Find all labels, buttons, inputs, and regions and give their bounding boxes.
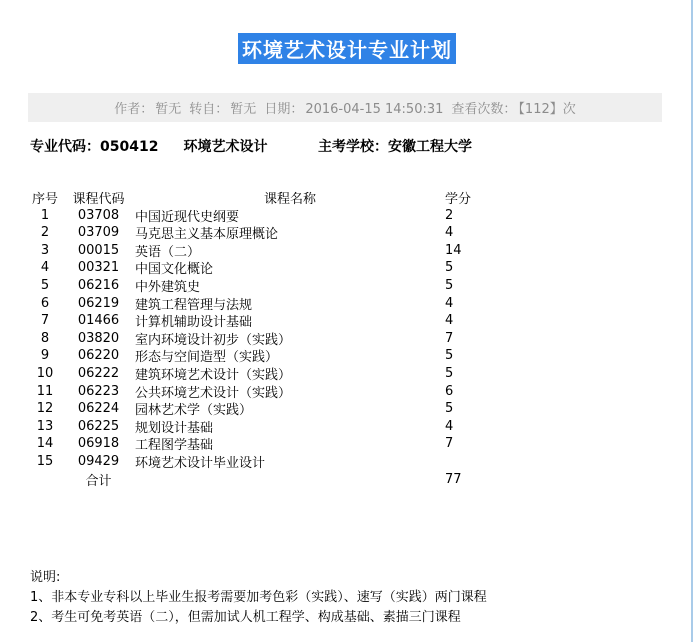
course-credit-cell: 4 bbox=[445, 225, 454, 241]
course-no-cell: 7 bbox=[40, 313, 50, 329]
meta-source-label: 转自： bbox=[189, 102, 229, 117]
notes-section bbox=[30, 568, 670, 628]
total-row bbox=[28, 470, 668, 488]
course-table-row bbox=[28, 364, 668, 382]
course-table-row bbox=[28, 258, 668, 276]
course-credit-cell: 5 bbox=[445, 365, 454, 381]
course-code-cell: 06222 bbox=[77, 365, 120, 381]
course-no-cell: 1 bbox=[40, 207, 50, 223]
course-code-cell: 06225 bbox=[77, 418, 120, 434]
meta-author-label: 作者： bbox=[114, 102, 154, 117]
meta-views-value: 【112】次 bbox=[518, 102, 576, 117]
course-name-cell: 中外建筑史 bbox=[135, 279, 201, 295]
course-code-cell: 06224 bbox=[77, 401, 120, 417]
course-credit-cell: 7 bbox=[445, 330, 454, 346]
course-name-cell: 建筑环境艺术设计（实践） bbox=[135, 367, 292, 383]
course-no-cell: 13 bbox=[36, 418, 54, 434]
school-info bbox=[318, 136, 472, 156]
course-code-cell: 00321 bbox=[77, 260, 120, 276]
meta-source-value: 暂无 bbox=[230, 102, 257, 117]
course-no-cell: 15 bbox=[36, 453, 54, 469]
course-table-row bbox=[28, 206, 668, 224]
course-name-cell: 中国文化概论 bbox=[135, 262, 214, 278]
course-name-cell: 中国近现代史纲要 bbox=[135, 209, 240, 225]
course-name-cell: 马克思主义基本原理概论 bbox=[135, 227, 279, 243]
meta-author-value: 暂无 bbox=[155, 102, 182, 117]
course-code-cell: 03709 bbox=[77, 225, 120, 241]
course-name-cell: 形态与空间造型（实践） bbox=[135, 350, 279, 366]
course-code-cell: 01466 bbox=[77, 313, 120, 329]
course-credit-cell: 5 bbox=[445, 277, 454, 293]
course-name-cell: 英语（二） bbox=[135, 244, 201, 260]
major-info-line bbox=[30, 136, 670, 154]
note-item-1: 1、非本专业专科以上毕业生报考需要加考色彩（实践）、速写（实践）两门课程 bbox=[30, 590, 487, 605]
course-table-row bbox=[28, 276, 668, 294]
course-table-row bbox=[28, 311, 668, 329]
page-right-border bbox=[691, 0, 693, 642]
course-code-cell: 06216 bbox=[77, 277, 120, 293]
course-table-row bbox=[28, 241, 668, 259]
header-credit: 学分 bbox=[445, 192, 472, 207]
meta-views bbox=[451, 98, 575, 117]
course-table-row bbox=[28, 329, 668, 347]
course-table-header bbox=[28, 188, 668, 206]
meta-bar bbox=[28, 93, 662, 122]
course-table-row bbox=[28, 452, 668, 470]
course-no-cell: 5 bbox=[40, 277, 50, 293]
course-name-cell: 工程图学基础 bbox=[135, 438, 214, 454]
course-code-cell: 03708 bbox=[77, 207, 120, 223]
course-name-cell: 建筑工程管理与法规 bbox=[135, 297, 253, 313]
course-table-row bbox=[28, 223, 668, 241]
header-no: 序号 bbox=[31, 192, 58, 207]
course-no-cell: 6 bbox=[40, 295, 50, 311]
header-code: 课程代码 bbox=[72, 192, 125, 207]
course-code-cell: 06223 bbox=[77, 383, 120, 399]
course-no-cell: 3 bbox=[40, 242, 50, 258]
course-code-cell: 03820 bbox=[77, 330, 120, 346]
course-no-cell: 11 bbox=[36, 383, 54, 399]
major-name: 环境艺术设计 bbox=[183, 139, 268, 155]
meta-date-value: 2016-04-15 14:50:31 bbox=[305, 102, 444, 117]
course-table-row bbox=[28, 399, 668, 417]
course-table-rows bbox=[28, 206, 668, 470]
major-code-value: 050412 bbox=[100, 139, 159, 155]
course-table-row bbox=[28, 346, 668, 364]
course-credit-cell: 5 bbox=[445, 401, 454, 417]
course-credit-cell: 6 bbox=[445, 383, 454, 399]
course-no-cell: 12 bbox=[36, 401, 54, 417]
notes-heading: 说明: bbox=[30, 570, 61, 585]
course-credit-cell: 4 bbox=[445, 295, 454, 311]
course-credit-cell: 4 bbox=[445, 313, 454, 329]
course-table-row bbox=[28, 294, 668, 312]
course-no-cell: 10 bbox=[36, 365, 54, 381]
course-credit-cell: 2 bbox=[445, 207, 454, 223]
course-credit-cell: 4 bbox=[445, 418, 454, 434]
meta-source bbox=[189, 98, 256, 117]
course-no-cell: 4 bbox=[40, 260, 50, 276]
course-name-cell: 园林艺术学（实践） bbox=[135, 403, 253, 419]
course-credit-cell: 7 bbox=[445, 436, 454, 452]
course-no-cell: 9 bbox=[40, 348, 50, 364]
course-no-cell: 8 bbox=[40, 330, 50, 346]
school-label: 主考学校： bbox=[318, 139, 388, 155]
meta-author bbox=[114, 98, 181, 117]
course-table-row bbox=[28, 382, 668, 400]
course-name-cell: 规划设计基础 bbox=[135, 420, 214, 436]
course-credit-cell: 5 bbox=[445, 348, 454, 364]
course-credit-cell: 5 bbox=[445, 260, 454, 276]
title-row bbox=[0, 33, 694, 64]
course-table-row bbox=[28, 417, 668, 435]
meta-date-label: 日期： bbox=[264, 102, 304, 117]
note-item-2: 2、考生可免考英语（二），但需加试人机工程学、构成基础、素描三门课程 bbox=[30, 610, 461, 625]
course-table-row bbox=[28, 434, 668, 452]
total-credits: 77 bbox=[445, 471, 462, 487]
course-code-cell: 00015 bbox=[77, 242, 120, 258]
course-name-cell: 环境艺术设计毕业设计 bbox=[135, 455, 266, 471]
header-name: 课程名称 bbox=[263, 192, 316, 207]
course-name-cell: 公共环境艺术设计（实践） bbox=[135, 385, 292, 401]
course-name-cell: 室内环境设计初步（实践） bbox=[135, 332, 292, 348]
course-table bbox=[28, 188, 668, 487]
course-code-cell: 06219 bbox=[77, 295, 120, 311]
course-code-cell: 06918 bbox=[77, 436, 120, 452]
course-code-cell: 06220 bbox=[77, 348, 120, 364]
page-title: 环境艺术设计专业计划 bbox=[238, 33, 456, 64]
course-name-cell: 计算机辅助设计基础 bbox=[135, 315, 253, 331]
course-credit-cell: 14 bbox=[445, 242, 462, 258]
school-name: 安徽工程大学 bbox=[388, 139, 472, 155]
meta-views-label: 查看次数： bbox=[451, 102, 517, 117]
major-code-label: 专业代码： bbox=[30, 139, 100, 155]
course-no-cell: 2 bbox=[40, 225, 50, 241]
total-label: 合计 bbox=[85, 473, 112, 489]
course-no-cell: 14 bbox=[36, 436, 54, 452]
course-code-cell: 09429 bbox=[77, 453, 120, 469]
meta-date bbox=[264, 98, 443, 117]
